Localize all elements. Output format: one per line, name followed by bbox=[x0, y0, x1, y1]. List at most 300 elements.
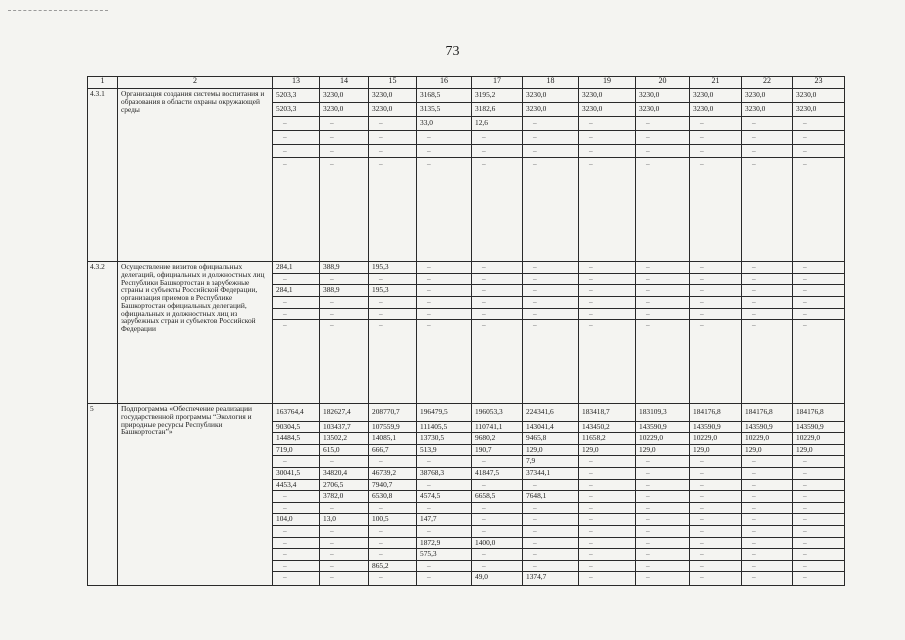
value-cell: – bbox=[793, 538, 844, 550]
value-cell: – bbox=[273, 491, 319, 503]
value-cell: – bbox=[690, 514, 741, 526]
row-name: Подпрограмма «Обеспечение реализации государственной программы “Экология и природные ресурсы Республики Башкортостан”» bbox=[118, 404, 273, 586]
value-cell: 3230,0 bbox=[793, 89, 844, 103]
value-cell: – bbox=[742, 131, 792, 145]
value-cell: – bbox=[523, 145, 578, 159]
value-cell: 10229,0 bbox=[793, 433, 844, 445]
value-cell: 388,9 bbox=[320, 285, 368, 297]
value-column-cell bbox=[636, 262, 690, 404]
value-cell: – bbox=[700, 572, 704, 582]
value-cell: – bbox=[690, 131, 741, 145]
value-cell: – bbox=[636, 503, 689, 515]
value-column-cell bbox=[523, 262, 579, 404]
column-header: 21 bbox=[690, 77, 742, 89]
value-cell: – bbox=[742, 117, 792, 131]
value-cell: – bbox=[579, 456, 635, 468]
value-cell: – bbox=[793, 549, 844, 561]
row-code: 4.3.2 bbox=[88, 262, 118, 404]
value-cell: – bbox=[273, 297, 319, 309]
value-cell: – bbox=[369, 131, 416, 145]
value-cell: – bbox=[742, 468, 792, 480]
value-column-cell bbox=[579, 262, 636, 404]
value-cell: 195,3 bbox=[369, 262, 416, 274]
value-cell: 41847,5 bbox=[472, 468, 522, 480]
value-cell: – bbox=[523, 262, 578, 274]
column-header: 2 bbox=[118, 77, 273, 89]
value-cell: – bbox=[579, 262, 635, 274]
value-column-cell bbox=[579, 404, 636, 586]
value-cell: 6530,8 bbox=[369, 491, 416, 503]
value-cell: – bbox=[379, 320, 383, 330]
column-header: 22 bbox=[742, 77, 793, 89]
value-cell: – bbox=[793, 526, 844, 538]
value-cell: – bbox=[793, 561, 844, 573]
value-cell: 3135,5 bbox=[417, 103, 471, 117]
value-cell: – bbox=[523, 274, 578, 286]
value-cell: 575,3 bbox=[417, 549, 471, 561]
value-cell: 129,0 bbox=[636, 445, 689, 457]
value-column-cell bbox=[320, 89, 369, 262]
value-cell: – bbox=[320, 117, 368, 131]
value-cell: – bbox=[803, 159, 807, 169]
value-cell: 3230,0 bbox=[690, 89, 741, 103]
value-cell: – bbox=[379, 572, 383, 582]
value-cell: 38768,3 bbox=[417, 468, 471, 480]
column-header: 13 bbox=[273, 77, 320, 89]
value-cell: – bbox=[793, 262, 844, 274]
value-cell: – bbox=[417, 285, 471, 297]
value-cell: 184176,8 bbox=[793, 404, 844, 422]
value-cell: – bbox=[636, 297, 689, 309]
value-cell: 34820,4 bbox=[320, 468, 368, 480]
value-cell: 163764,4 bbox=[273, 404, 319, 422]
column-header: 19 bbox=[579, 77, 636, 89]
value-cell: 4453,4 bbox=[273, 480, 319, 492]
value-cell: – bbox=[523, 297, 578, 309]
value-cell: – bbox=[636, 131, 689, 145]
page-number: 73 bbox=[445, 44, 460, 59]
value-cell: – bbox=[417, 274, 471, 286]
value-cell: 3230,0 bbox=[523, 103, 578, 117]
column-header: 23 bbox=[793, 77, 845, 89]
value-cell: – bbox=[690, 538, 741, 550]
value-cell: – bbox=[646, 572, 650, 582]
value-cell: 224341,6 bbox=[523, 404, 578, 422]
value-column-cell bbox=[417, 262, 472, 404]
value-cell: – bbox=[793, 131, 844, 145]
value-cell: – bbox=[700, 159, 704, 169]
value-cell: – bbox=[417, 145, 471, 159]
value-cell: – bbox=[579, 526, 635, 538]
value-cell: 190,7 bbox=[472, 445, 522, 457]
value-cell: – bbox=[523, 514, 578, 526]
column-header: 1 bbox=[88, 77, 118, 89]
value-cell: 10229,0 bbox=[636, 433, 689, 445]
value-cell: – bbox=[427, 320, 431, 330]
value-cell: – bbox=[690, 274, 741, 286]
value-cell: 14085,1 bbox=[369, 433, 416, 445]
value-cell: 11658,2 bbox=[579, 433, 635, 445]
value-cell: 513,9 bbox=[417, 445, 471, 457]
value-cell: 666,7 bbox=[369, 445, 416, 457]
value-cell: – bbox=[320, 526, 368, 538]
value-cell: – bbox=[752, 159, 756, 169]
value-column-cell bbox=[742, 404, 793, 586]
value-cell: – bbox=[472, 526, 522, 538]
value-column-cell bbox=[417, 404, 472, 586]
value-cell: – bbox=[330, 320, 334, 330]
value-cell: – bbox=[579, 480, 635, 492]
value-cell: – bbox=[742, 514, 792, 526]
value-cell: – bbox=[533, 159, 537, 169]
value-cell: – bbox=[273, 309, 319, 321]
value-cell: 3230,0 bbox=[320, 89, 368, 103]
value-column-cell bbox=[369, 89, 417, 262]
value-cell: – bbox=[636, 491, 689, 503]
value-cell: 129,0 bbox=[523, 445, 578, 457]
value-cell: – bbox=[417, 309, 471, 321]
value-cell: – bbox=[742, 285, 792, 297]
value-cell: 7,9 bbox=[523, 456, 578, 468]
value-column-cell bbox=[273, 89, 320, 262]
value-cell: 3230,0 bbox=[690, 103, 741, 117]
value-column-cell bbox=[579, 89, 636, 262]
value-cell: – bbox=[330, 572, 334, 582]
value-cell: – bbox=[273, 526, 319, 538]
value-cell: – bbox=[636, 117, 689, 131]
value-column-cell bbox=[742, 262, 793, 404]
value-cell: – bbox=[523, 285, 578, 297]
value-cell: – bbox=[523, 561, 578, 573]
value-cell: 13502,2 bbox=[320, 433, 368, 445]
value-cell: – bbox=[690, 145, 741, 159]
column-header: 14 bbox=[320, 77, 369, 89]
value-cell: – bbox=[472, 309, 522, 321]
value-cell: 196053,3 bbox=[472, 404, 522, 422]
column-header: 18 bbox=[523, 77, 579, 89]
value-cell: – bbox=[752, 572, 756, 582]
value-cell: – bbox=[369, 538, 416, 550]
value-cell: – bbox=[579, 117, 635, 131]
value-cell: – bbox=[579, 131, 635, 145]
value-column-cell bbox=[636, 89, 690, 262]
value-cell: – bbox=[369, 526, 416, 538]
value-cell: 143590,9 bbox=[742, 422, 792, 434]
value-cell: – bbox=[690, 549, 741, 561]
value-column-cell bbox=[417, 89, 472, 262]
value-cell: 129,0 bbox=[690, 445, 741, 457]
value-cell: – bbox=[369, 297, 416, 309]
value-column-cell bbox=[369, 262, 417, 404]
value-cell: – bbox=[472, 285, 522, 297]
value-cell: – bbox=[472, 549, 522, 561]
value-cell: – bbox=[320, 503, 368, 515]
value-cell: – bbox=[589, 159, 593, 169]
value-cell: 3230,0 bbox=[636, 103, 689, 117]
value-cell: – bbox=[320, 274, 368, 286]
value-cell: – bbox=[273, 561, 319, 573]
value-cell: – bbox=[472, 145, 522, 159]
value-cell: – bbox=[636, 468, 689, 480]
value-cell: – bbox=[417, 456, 471, 468]
value-cell: – bbox=[579, 549, 635, 561]
value-cell: 2706,5 bbox=[320, 480, 368, 492]
value-cell: – bbox=[579, 538, 635, 550]
value-cell: – bbox=[742, 538, 792, 550]
value-cell: 5203,3 bbox=[273, 89, 319, 103]
value-cell: – bbox=[742, 561, 792, 573]
value-column-cell bbox=[472, 404, 523, 586]
value-cell: – bbox=[283, 572, 287, 582]
value-cell: – bbox=[533, 320, 537, 330]
value-cell: – bbox=[482, 159, 486, 169]
value-cell: 3230,0 bbox=[369, 89, 416, 103]
value-cell: – bbox=[793, 480, 844, 492]
value-cell: 1872,9 bbox=[417, 538, 471, 550]
value-cell: – bbox=[690, 309, 741, 321]
value-cell: – bbox=[636, 309, 689, 321]
value-cell: 13,0 bbox=[320, 514, 368, 526]
value-cell: 14484,5 bbox=[273, 433, 319, 445]
value-cell: – bbox=[273, 145, 319, 159]
value-cell: 3230,0 bbox=[579, 89, 635, 103]
value-cell: 208770,7 bbox=[369, 404, 416, 422]
value-cell: – bbox=[690, 285, 741, 297]
value-cell: 49,0 bbox=[475, 572, 488, 582]
value-cell: – bbox=[752, 320, 756, 330]
value-cell: – bbox=[793, 145, 844, 159]
value-cell: 90304,5 bbox=[273, 422, 319, 434]
value-cell: – bbox=[793, 468, 844, 480]
value-cell: – bbox=[793, 491, 844, 503]
value-cell: – bbox=[636, 514, 689, 526]
value-cell: – bbox=[579, 309, 635, 321]
column-header: 17 bbox=[472, 77, 523, 89]
value-cell: – bbox=[369, 503, 416, 515]
budget-table bbox=[87, 76, 845, 586]
value-cell: – bbox=[636, 526, 689, 538]
value-cell: – bbox=[793, 503, 844, 515]
value-cell: – bbox=[523, 309, 578, 321]
value-cell: – bbox=[579, 491, 635, 503]
value-cell: 100,5 bbox=[369, 514, 416, 526]
column-header: 16 bbox=[417, 77, 472, 89]
value-cell: – bbox=[283, 159, 287, 169]
value-column-cell bbox=[793, 404, 845, 586]
value-cell: – bbox=[793, 274, 844, 286]
value-cell: – bbox=[320, 297, 368, 309]
value-cell: – bbox=[803, 320, 807, 330]
value-cell: – bbox=[742, 503, 792, 515]
value-cell: – bbox=[579, 274, 635, 286]
value-column-cell bbox=[690, 262, 742, 404]
value-cell: – bbox=[793, 297, 844, 309]
value-cell: – bbox=[523, 549, 578, 561]
value-cell: 3230,0 bbox=[369, 103, 416, 117]
value-cell: 3168,5 bbox=[417, 89, 471, 103]
value-cell: – bbox=[320, 145, 368, 159]
value-cell: – bbox=[523, 526, 578, 538]
value-cell: 184176,8 bbox=[690, 404, 741, 422]
value-cell: 7648,1 bbox=[523, 491, 578, 503]
value-cell: 3230,0 bbox=[742, 103, 792, 117]
scan-edge-mark bbox=[8, 10, 108, 11]
value-cell: 129,0 bbox=[742, 445, 792, 457]
value-cell: 143041,4 bbox=[523, 422, 578, 434]
value-column-cell bbox=[472, 89, 523, 262]
value-cell: – bbox=[742, 526, 792, 538]
value-cell: 3230,0 bbox=[320, 103, 368, 117]
value-cell: – bbox=[579, 285, 635, 297]
value-cell: – bbox=[472, 131, 522, 145]
value-cell: – bbox=[646, 159, 650, 169]
value-column-cell bbox=[793, 262, 845, 404]
value-cell: 184176,8 bbox=[742, 404, 792, 422]
value-cell: – bbox=[742, 297, 792, 309]
value-cell: 9465,8 bbox=[523, 433, 578, 445]
value-cell: – bbox=[320, 456, 368, 468]
value-column-cell bbox=[793, 89, 845, 262]
value-column-cell bbox=[742, 89, 793, 262]
column-header: 20 bbox=[636, 77, 690, 89]
value-cell: 3182,6 bbox=[472, 103, 522, 117]
value-cell: 182627,4 bbox=[320, 404, 368, 422]
value-column-cell bbox=[273, 262, 320, 404]
value-cell: 1374,7 bbox=[526, 572, 547, 582]
value-column-cell bbox=[273, 404, 320, 586]
value-column-cell bbox=[523, 89, 579, 262]
value-cell: 10229,0 bbox=[742, 433, 792, 445]
value-cell: – bbox=[742, 274, 792, 286]
value-cell: – bbox=[523, 131, 578, 145]
value-cell: 46739,2 bbox=[369, 468, 416, 480]
value-cell: – bbox=[742, 456, 792, 468]
value-cell: – bbox=[646, 320, 650, 330]
value-cell: – bbox=[273, 538, 319, 550]
value-cell: – bbox=[690, 117, 741, 131]
value-cell: – bbox=[417, 480, 471, 492]
value-cell: 1400,0 bbox=[472, 538, 522, 550]
value-cell: – bbox=[273, 549, 319, 561]
value-cell: – bbox=[793, 514, 844, 526]
value-cell: – bbox=[579, 503, 635, 515]
group-row bbox=[88, 262, 845, 404]
value-cell: 110741,1 bbox=[472, 422, 522, 434]
value-cell: 147,7 bbox=[417, 514, 471, 526]
value-cell: – bbox=[579, 297, 635, 309]
value-column-cell bbox=[472, 262, 523, 404]
value-cell: – bbox=[320, 309, 368, 321]
value-cell: – bbox=[690, 456, 741, 468]
value-column-cell bbox=[636, 404, 690, 586]
value-cell: 143590,9 bbox=[636, 422, 689, 434]
value-cell: – bbox=[579, 561, 635, 573]
value-cell: 719,0 bbox=[273, 445, 319, 457]
value-cell: – bbox=[273, 117, 319, 131]
value-cell: – bbox=[523, 117, 578, 131]
value-cell: 3230,0 bbox=[579, 103, 635, 117]
value-column-cell bbox=[690, 404, 742, 586]
value-cell: – bbox=[273, 274, 319, 286]
value-cell: – bbox=[793, 117, 844, 131]
value-cell: – bbox=[690, 480, 741, 492]
value-cell: – bbox=[427, 572, 431, 582]
value-cell: – bbox=[472, 456, 522, 468]
value-cell: 865,2 bbox=[369, 561, 416, 573]
value-cell: – bbox=[793, 456, 844, 468]
value-cell: – bbox=[427, 159, 431, 169]
value-cell: – bbox=[636, 538, 689, 550]
value-cell: 103437,7 bbox=[320, 422, 368, 434]
value-cell: 3230,0 bbox=[636, 89, 689, 103]
value-cell: – bbox=[283, 320, 287, 330]
value-cell: 3230,0 bbox=[523, 89, 578, 103]
value-cell: – bbox=[472, 297, 522, 309]
value-cell: – bbox=[690, 491, 741, 503]
value-cell: 107559,9 bbox=[369, 422, 416, 434]
value-cell: – bbox=[636, 145, 689, 159]
value-cell: – bbox=[690, 526, 741, 538]
value-cell: – bbox=[369, 117, 416, 131]
value-cell: 143590,9 bbox=[690, 422, 741, 434]
value-column-cell bbox=[690, 89, 742, 262]
value-column-cell bbox=[369, 404, 417, 586]
value-cell: 284,1 bbox=[273, 262, 319, 274]
value-cell: 13730,5 bbox=[417, 433, 471, 445]
group-row bbox=[88, 404, 845, 586]
value-cell: 195,3 bbox=[369, 285, 416, 297]
value-cell: 196479,5 bbox=[417, 404, 471, 422]
value-cell: – bbox=[472, 262, 522, 274]
value-cell: – bbox=[636, 274, 689, 286]
value-cell: 143450,2 bbox=[579, 422, 635, 434]
value-column-cell bbox=[320, 404, 369, 586]
row-name: Организация создания системы воспитания и образования в области охраны окружающей среды bbox=[118, 89, 273, 262]
value-cell: 129,0 bbox=[793, 445, 844, 457]
row-name: Осуществление визитов официальных делегаций, официальных и должностных лиц Республики Башкортостан в зарубежные страны и субъекты Российской Федерации, организация приемов в Республике Башкортостан официальных делегаций, официальных и должностных лиц из зарубежных стран и субъектов Российской Федерации bbox=[118, 262, 273, 404]
value-cell: 37344,1 bbox=[523, 468, 578, 480]
value-cell: – bbox=[273, 456, 319, 468]
value-cell: 388,9 bbox=[320, 262, 368, 274]
value-cell: – bbox=[320, 538, 368, 550]
value-cell: 183109,3 bbox=[636, 404, 689, 422]
value-cell: – bbox=[793, 285, 844, 297]
value-cell: – bbox=[417, 561, 471, 573]
value-cell: – bbox=[369, 456, 416, 468]
value-cell: – bbox=[636, 561, 689, 573]
value-cell: – bbox=[742, 549, 792, 561]
value-cell: – bbox=[472, 514, 522, 526]
value-cell: 10229,0 bbox=[690, 433, 741, 445]
value-cell: – bbox=[523, 538, 578, 550]
value-cell: – bbox=[523, 480, 578, 492]
value-cell: 3782,0 bbox=[320, 491, 368, 503]
value-cell: – bbox=[742, 480, 792, 492]
value-cell: – bbox=[320, 561, 368, 573]
value-cell: – bbox=[523, 503, 578, 515]
value-cell: – bbox=[690, 503, 741, 515]
value-cell: 12,6 bbox=[472, 117, 522, 131]
value-cell: 3195,2 bbox=[472, 89, 522, 103]
value-cell: 615,0 bbox=[320, 445, 368, 457]
value-cell: – bbox=[742, 309, 792, 321]
row-code: 4.3.1 bbox=[88, 89, 118, 262]
value-cell: 3230,0 bbox=[793, 103, 844, 117]
value-cell: – bbox=[690, 262, 741, 274]
value-cell: 111405,5 bbox=[417, 422, 471, 434]
value-cell: – bbox=[320, 131, 368, 145]
value-cell: – bbox=[690, 468, 741, 480]
